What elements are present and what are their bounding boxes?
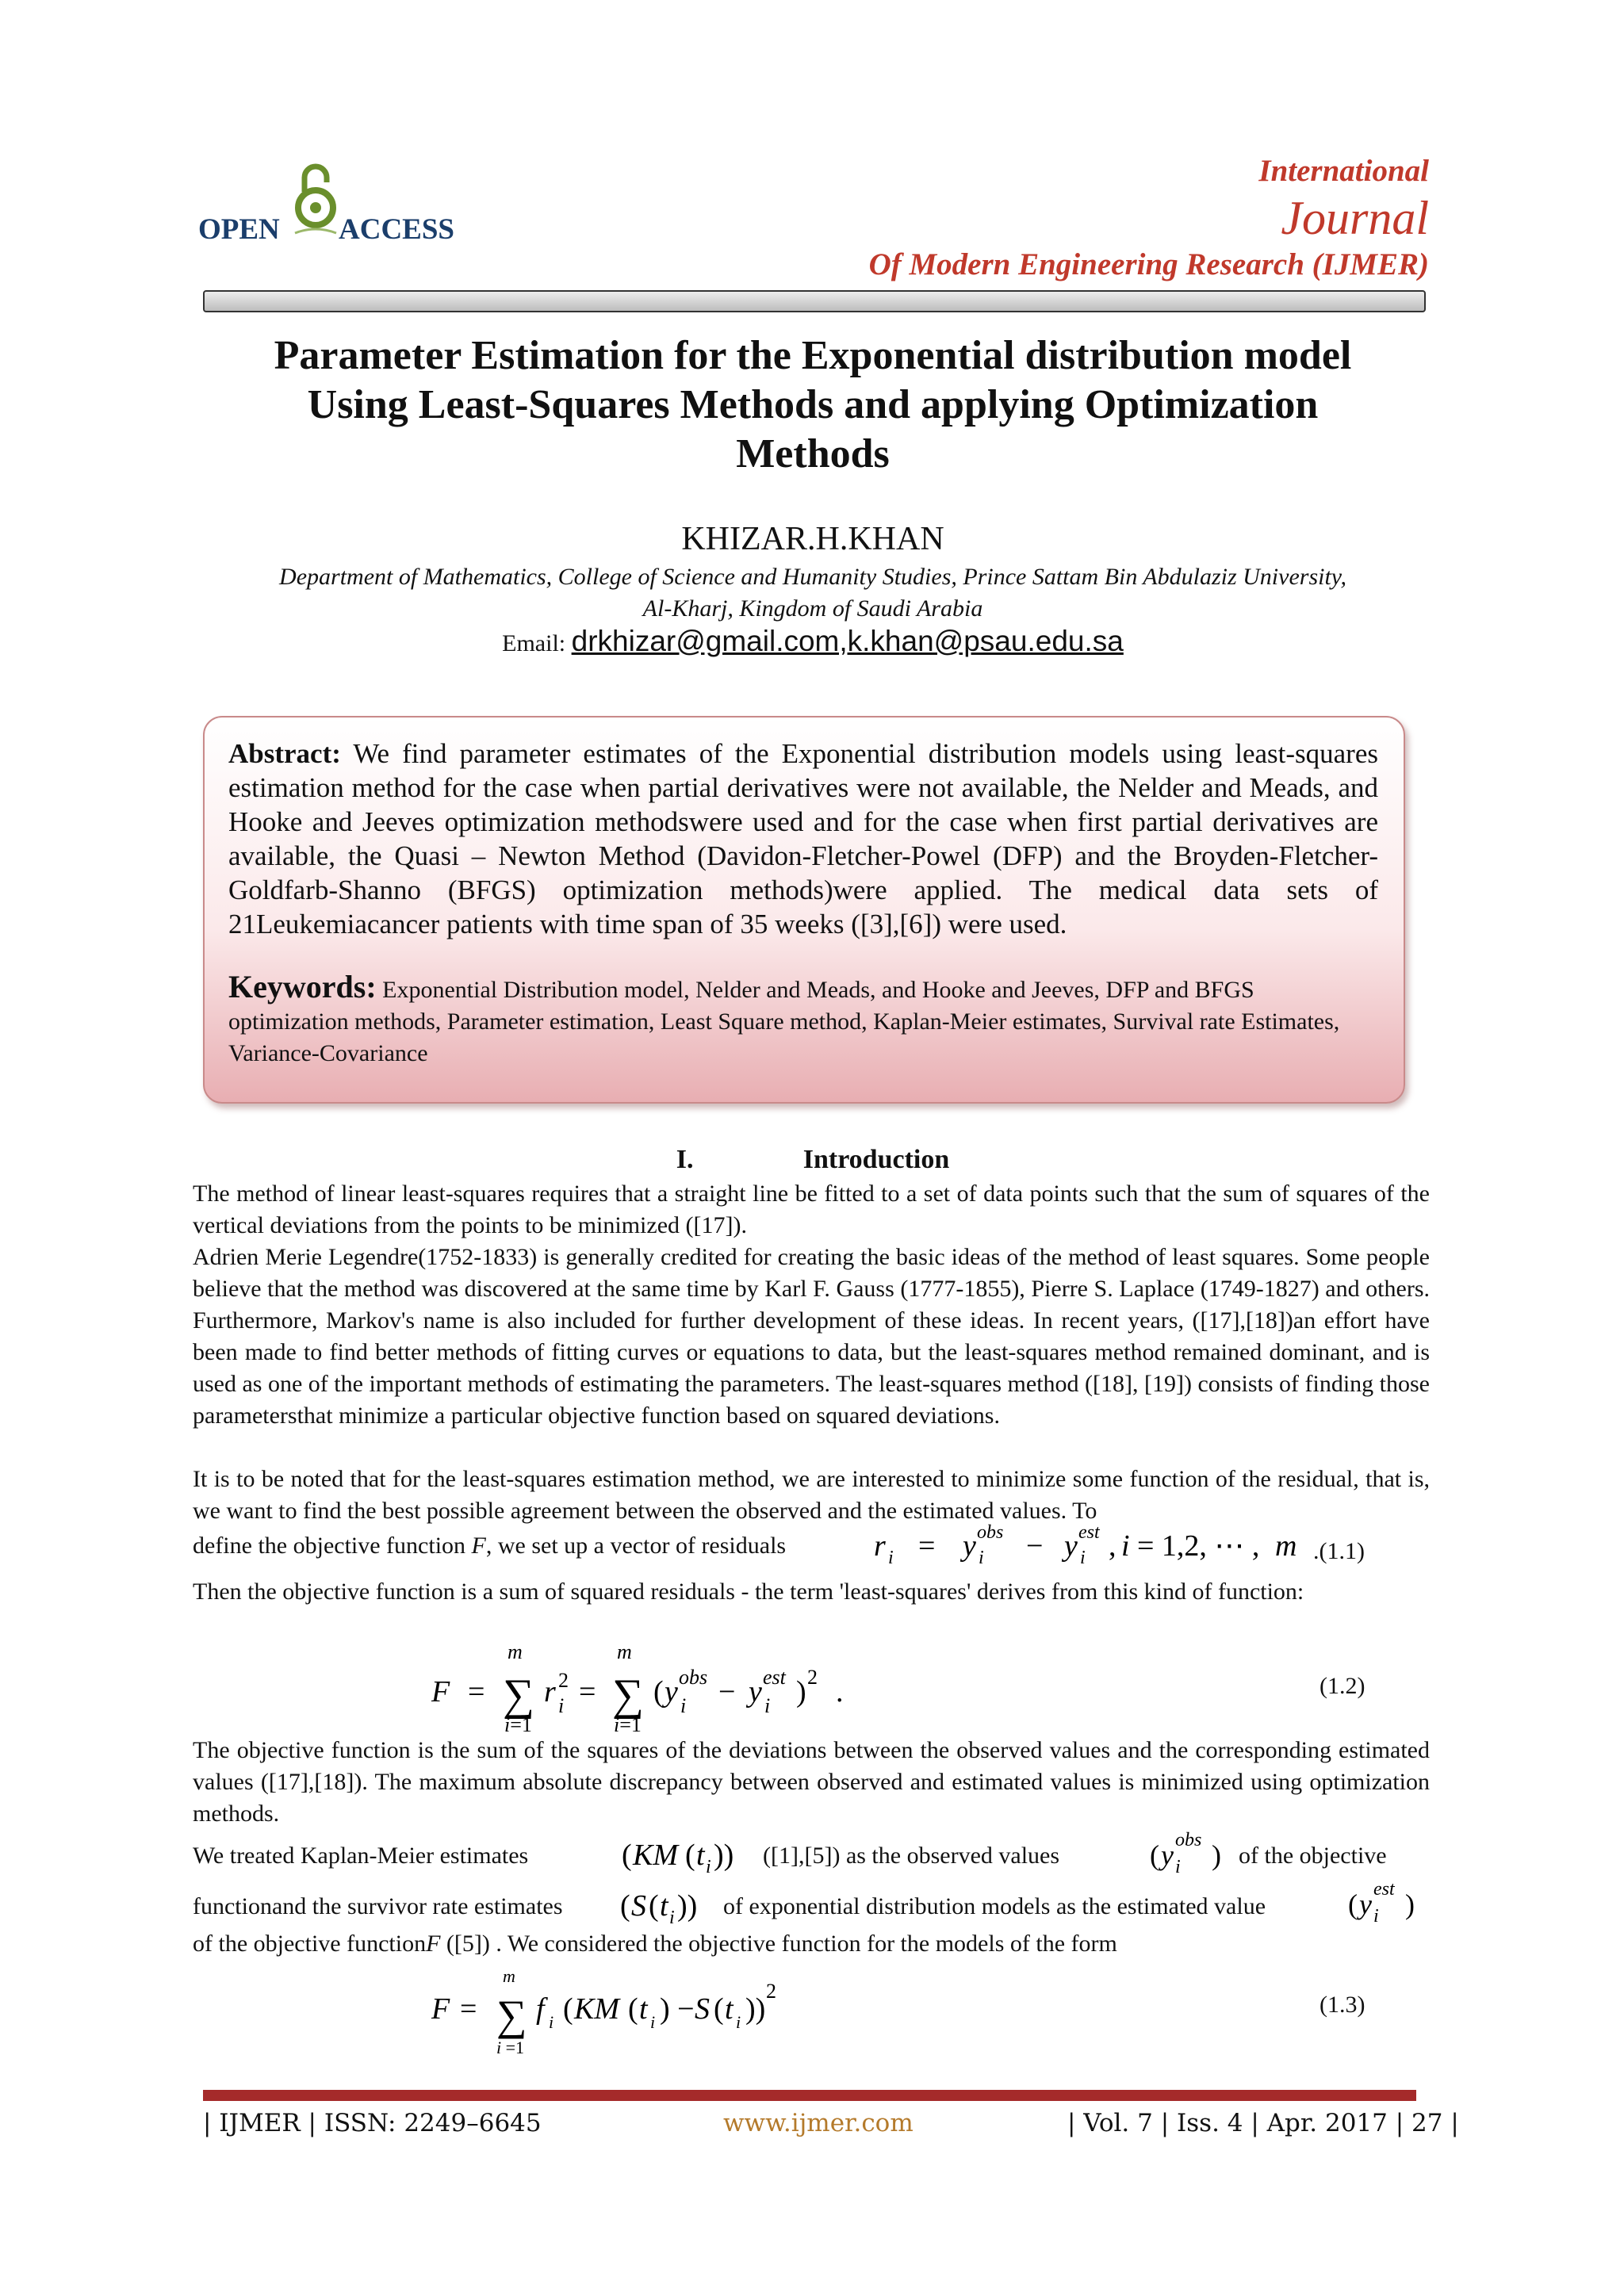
- svg-text:obs: obs: [977, 1522, 1004, 1543]
- svg-text:t: t: [725, 1992, 733, 2026]
- svg-text:)): )): [745, 1992, 766, 2026]
- abstract-label: Abstract:: [228, 738, 341, 769]
- svg-text:i: i: [979, 1548, 984, 1568]
- svg-text:2: 2: [766, 1980, 776, 2003]
- open-access-open-text: OPEN: [198, 213, 280, 246]
- open-access-access-text: ACCESS: [339, 213, 454, 246]
- svg-text:est: est: [1078, 1522, 1100, 1543]
- open-access-logo: [198, 159, 484, 246]
- svg-text:−: −: [718, 1675, 736, 1709]
- body-paragraph-9: [193, 1928, 1430, 1960]
- svg-text:∑: ∑: [503, 1670, 534, 1720]
- yi-est-symbol: [1346, 1873, 1426, 1923]
- footer-website-link[interactable]: www.ijmer.com: [723, 2109, 914, 2137]
- journal-line-international: International: [1258, 154, 1429, 188]
- svg-text:t: t: [660, 1889, 668, 1923]
- svg-text:2: 2: [558, 1669, 569, 1692]
- author-affiliation: [182, 561, 1443, 625]
- p9-text-a: of the objective function: [193, 1931, 427, 1957]
- svg-text:= 1,2, ⋯ ,: = 1,2, ⋯ ,: [1137, 1529, 1260, 1563]
- svg-text:): ): [1212, 1839, 1221, 1871]
- equation-1-3: [420, 1965, 864, 2068]
- svg-text:obs: obs: [1175, 1830, 1202, 1850]
- svg-text:=: =: [579, 1675, 596, 1709]
- svg-text:KM: KM: [574, 1992, 619, 2026]
- svg-text:i: i: [650, 2012, 656, 2032]
- svg-text:y: y: [665, 1675, 678, 1709]
- keywords-text: Exponential Distribution model, Nelder and Meads, and Hooke and Jeeves, DFP and BFGS optimization methods, Parameter estimation, Least Square method, Kaplan-Meier estimates, Survival rate Estimates, Variance-Covariance: [228, 977, 1340, 1066]
- body-paragraph-1: The method of linear least-squares requires that a straight line be fitted to a set of data points such that the sum of squares of the vertical deviations from the points to be minimized ([17]).: [193, 1181, 1430, 1238]
- journal-line-journal: Journal: [1281, 192, 1429, 244]
- svg-text:∑: ∑: [612, 1670, 644, 1720]
- svg-text:m: m: [503, 1966, 515, 1986]
- equation-1-2-number: (1.2): [1320, 1673, 1365, 1699]
- svg-text:2: 2: [807, 1666, 818, 1689]
- journal-line-name: Of Modern Engineering Research (IJMER): [868, 247, 1429, 281]
- svg-text:=: =: [918, 1529, 936, 1563]
- p4-text-b: , we set up a vector of residuals: [485, 1533, 787, 1559]
- svg-text:∑: ∑: [496, 1992, 527, 2039]
- section-number: I.: [676, 1145, 694, 1174]
- svg-text:t: t: [696, 1839, 705, 1872]
- svg-text:)): )): [677, 1889, 698, 1923]
- svg-text:(: (: [1348, 1888, 1358, 1920]
- footer-bar: [203, 2090, 1416, 2101]
- svg-text:.: .: [836, 1675, 844, 1709]
- svg-text:(: (: [563, 1992, 573, 2026]
- svg-text:): ): [796, 1675, 806, 1709]
- svg-text:): ): [1405, 1888, 1415, 1920]
- svg-text:i: i: [736, 2012, 741, 2032]
- abstract-text: We find parameter estimates of the Exponential distribution models using least-squares estimation method for the case when partial derivatives were not available, the Nelder and Meads, and Hooke and Jeeves optimization methodswere used and for the case when first partial derivatives are available, the Quasi – Newton Method (Davidon-Fletcher-Powel (DFP) and the Broyden-Fletcher-Goldfarb-Shanno (BFGS) optimization methods)were applied. The medical data sets of 21Leukemiacancer patients with time span of 35 weeks ([3],[6]) were used.: [228, 738, 1378, 939]
- svg-text:m: m: [1275, 1529, 1297, 1563]
- svg-text:KM: KM: [633, 1839, 678, 1872]
- svg-text:obs: obs: [679, 1666, 708, 1689]
- svg-text:i=1: i=1: [614, 1713, 642, 1736]
- svg-text:(: (: [653, 1675, 664, 1709]
- body-paragraph-5: Then the objective function is a sum of squared residuals - the term 'least-squares' derives from this kind of function:: [193, 1578, 1304, 1605]
- title-line-2: Using Least-Squares Methods and applying Optimization: [307, 382, 1319, 427]
- equation-1-2: [420, 1638, 864, 1741]
- svg-text:i: i: [1175, 1857, 1181, 1874]
- abstract-paragraph: [228, 737, 1378, 941]
- svg-text:) −: ) −: [660, 1992, 695, 2026]
- svg-text:(: (: [649, 1889, 659, 1923]
- svg-text:(: (: [622, 1839, 632, 1872]
- svg-text:(: (: [685, 1839, 695, 1872]
- svg-text:=: =: [468, 1675, 485, 1709]
- svg-text:i: i: [1373, 1906, 1379, 1923]
- keywords-paragraph: [228, 971, 1378, 1070]
- equation-1-1: [871, 1514, 1315, 1570]
- svg-text:i =1: i =1: [496, 2038, 525, 2057]
- svg-text:=: =: [460, 1992, 477, 2026]
- svg-text:y: y: [963, 1529, 976, 1563]
- email-label: Email:: [502, 630, 566, 656]
- svg-text:m: m: [617, 1640, 632, 1663]
- title-line-1: Parameter Estimation for the Exponential distribution model: [274, 333, 1352, 378]
- p7-text-a: We treated Kaplan-Meier estimates: [193, 1843, 529, 1869]
- section-heading: [198, 1145, 1427, 1175]
- abstract-box: [203, 716, 1405, 1104]
- svg-text:r: r: [544, 1675, 556, 1709]
- title-line-3: Methods: [736, 431, 890, 476]
- svg-text:f: f: [536, 1992, 545, 2026]
- svg-text:y: y: [1359, 1888, 1372, 1920]
- body-paragraph-2: Adrien Merie Legendre(1752-1833) is generally credited for creating the basic ideas of the method of least squares. Some people believe that the method was discovered at the same time by Karl F. Gauss (1777-1855), Pierre S. Laplace (1749-1827) and others. Furthermore, Markov's name is also included for further development of these ideas. In recent years, ([17],[18])an effort have been made to find better methods of fitting curves or equations to data, but the least-squares method remained dominant, and is used as one of the important methods of estimating the parameters. The least-squares method ([18], [19]) consists of finding those parametersthat minimize a particular objective function based on squared deviations.: [193, 1244, 1430, 1429]
- keywords-label: Keywords:: [228, 969, 377, 1004]
- s-ti-symbol: [619, 1884, 722, 1927]
- svg-text:i: i: [1080, 1548, 1086, 1568]
- footer-issn: | IJMER | ISSN: 2249–6645: [203, 2109, 542, 2137]
- svg-text:(: (: [714, 1992, 724, 2026]
- email-link[interactable]: drkhizar@gmail.com,k.khan@psau.edu.sa: [571, 625, 1124, 657]
- p8-text-a: functionand the survivor rate estimates: [193, 1893, 563, 1919]
- svg-text:m: m: [508, 1640, 523, 1663]
- p9-text-b: ([5]) . We considered the objective function for the models of the form: [446, 1931, 1117, 1957]
- svg-text:,: ,: [1109, 1529, 1116, 1563]
- p8-text-b: of exponential distribution models as the estimated value: [723, 1893, 1266, 1919]
- svg-text:(: (: [1150, 1839, 1159, 1871]
- paper-title: [198, 331, 1427, 479]
- p4-text-a: define the objective function: [193, 1533, 466, 1559]
- p7-text-c: of the objective: [1239, 1843, 1387, 1869]
- yi-obs-symbol: [1148, 1823, 1228, 1874]
- svg-text:i: i: [669, 1908, 675, 1927]
- svg-text:(: (: [620, 1889, 630, 1923]
- p7-text-b: ([1],[5]) as the observed values: [763, 1843, 1060, 1869]
- header-divider-bar: [203, 290, 1426, 312]
- svg-text:i: i: [1121, 1529, 1130, 1563]
- svg-text:i: i: [706, 1857, 711, 1876]
- svg-text:i: i: [558, 1694, 565, 1717]
- footer-volume-page: | Vol. 7 | Iss. 4 | Apr. 2017 | 27 |: [1067, 2109, 1459, 2137]
- svg-text:i: i: [764, 1694, 771, 1717]
- svg-text:(: (: [628, 1992, 638, 2026]
- svg-text:y: y: [749, 1675, 762, 1709]
- svg-text:−: −: [1026, 1529, 1044, 1563]
- svg-text:est: est: [763, 1666, 786, 1689]
- equation-1-3-number: (1.3): [1320, 1992, 1365, 2018]
- body-paragraph-3: It is to be noted that for the least-squares estimation method, we are interested to minimize some function of the residual, that is, we want to find the best possible agreement between the observed and the estimated values. To: [193, 1466, 1430, 1524]
- author-name: KHIZAR.H.KHAN: [681, 521, 944, 557]
- affiliation-line-1: Department of Mathematics, College of Science and Humanity Studies, Prince Sattam Bin Abdulaziz University,: [279, 564, 1346, 590]
- svg-text:S: S: [695, 1992, 710, 2026]
- svg-text:i: i: [680, 1694, 687, 1717]
- p4-symbol-f: F: [471, 1533, 486, 1559]
- body-paragraph-6: The objective function is the sum of the squares of the deviations between the observed values and the corresponding estimated values ([17],[18]). The maximum absolute discrepancy between observed and estimated values is minimized using optimization methods.: [193, 1737, 1430, 1827]
- km-ti-symbol: [620, 1833, 763, 1876]
- equation-1-1-number: .(1.1): [1313, 1538, 1365, 1564]
- svg-text:y: y: [1064, 1529, 1078, 1563]
- svg-text:i: i: [888, 1548, 894, 1568]
- svg-text:t: t: [639, 1992, 648, 2026]
- journal-masthead: [869, 152, 1429, 284]
- p9-symbol-f: F: [426, 1931, 441, 1957]
- affiliation-line-2: Al-Kharj, Kingdom of Saudi Arabia: [642, 595, 983, 622]
- svg-text:F: F: [431, 1992, 450, 2026]
- svg-text:)): )): [714, 1839, 734, 1872]
- section-title: Introduction: [802, 1145, 950, 1174]
- svg-text:i=1: i=1: [504, 1713, 532, 1736]
- svg-text:y: y: [1161, 1839, 1174, 1871]
- svg-text:F: F: [431, 1675, 450, 1709]
- svg-text:est: est: [1373, 1879, 1395, 1900]
- open-access-lock-icon: [292, 159, 339, 238]
- svg-text:r: r: [874, 1529, 886, 1563]
- svg-text:S: S: [631, 1889, 646, 1923]
- svg-text:i: i: [549, 2012, 554, 2032]
- author-email: [198, 625, 1427, 658]
